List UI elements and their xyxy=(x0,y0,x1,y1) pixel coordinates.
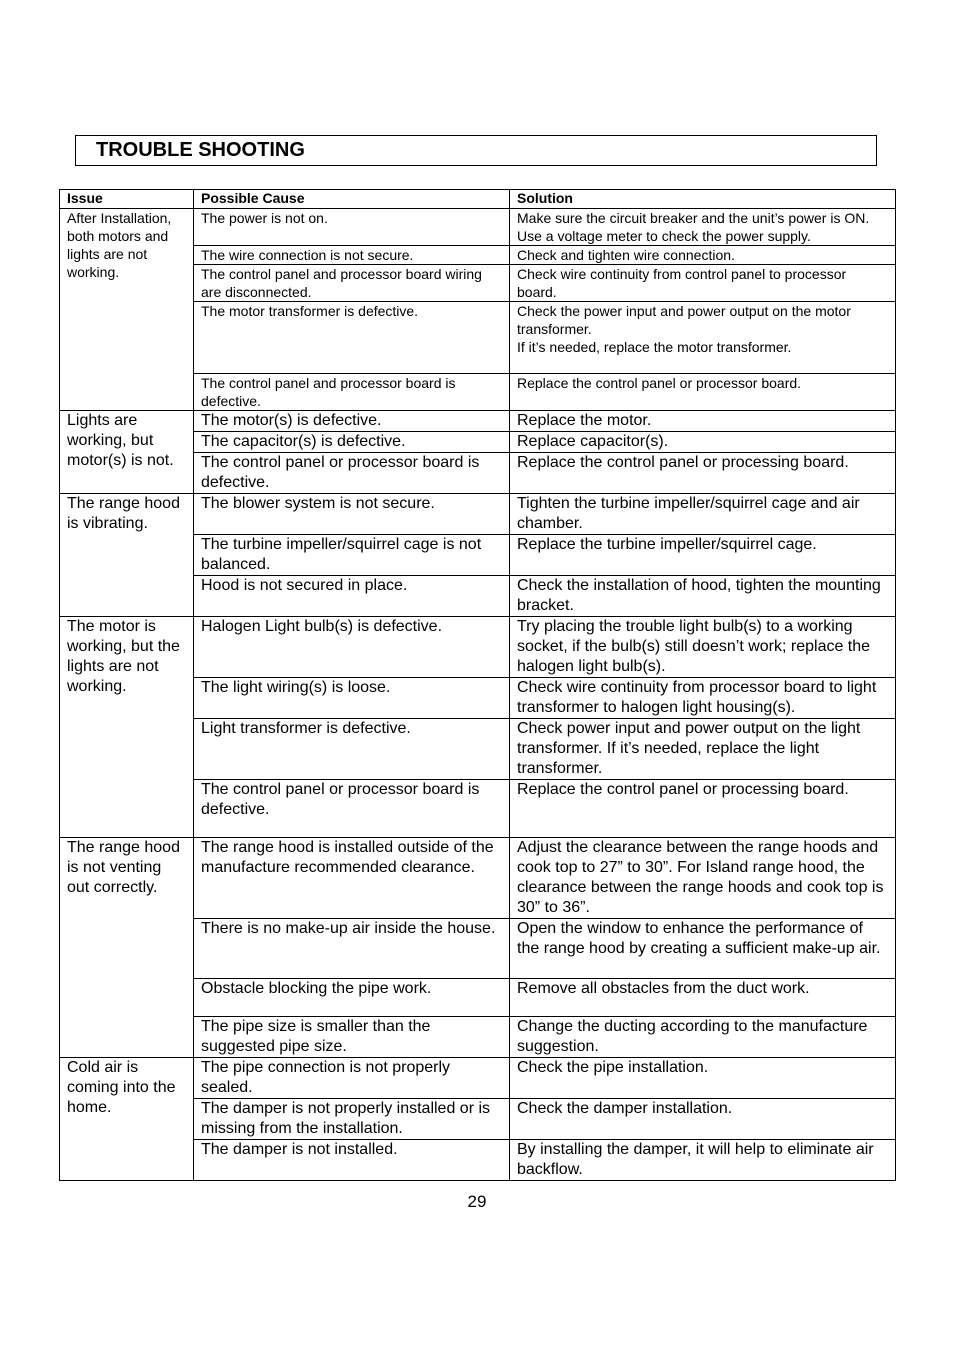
cause-cell: The light wiring(s) is loose. xyxy=(194,678,510,719)
cause-cell: The power is not on. xyxy=(194,209,510,246)
solution-cell: Check wire continuity from processor board to light transformer to halogen light housing(s). xyxy=(510,678,896,719)
solution-cell: Tighten the turbine impeller/squirrel cage and air chamber. xyxy=(510,494,896,535)
cause-cell: The blower system is not secure. xyxy=(194,494,510,535)
cause-cell: The pipe connection is not properly sealed. xyxy=(194,1058,510,1099)
cause-cell: Light transformer is defective. xyxy=(194,719,510,780)
issue-cell: Cold air is coming into the home. xyxy=(60,1058,194,1181)
issue-cell: The motor is working, but the lights are not working. xyxy=(60,617,194,838)
cause-cell: The capacitor(s) is defective. xyxy=(194,432,510,453)
cause-cell: The damper is not installed. xyxy=(194,1140,510,1181)
solution-cell: Check the power input and power output on the motor transformer. If it’s needed, replace the motor transformer. xyxy=(510,302,896,374)
cause-cell: There is no make-up air inside the house. xyxy=(194,919,510,979)
cause-cell: The pipe size is smaller than the suggested pipe size. xyxy=(194,1017,510,1058)
solution-cell: Replace the control panel or processor board. xyxy=(510,374,896,411)
table-row xyxy=(60,1058,896,1099)
solution-cell: Remove all obstacles from the duct work. xyxy=(510,979,896,1017)
table-row xyxy=(60,838,896,919)
header-issue: Issue xyxy=(60,190,194,209)
solution-cell: Replace the control panel or processing board. xyxy=(510,780,896,838)
solution-cell: Check and tighten wire connection. xyxy=(510,246,896,265)
header-solution: Solution xyxy=(510,190,896,209)
cause-cell: The control panel or processor board is defective. xyxy=(194,453,510,494)
page-number: 29 xyxy=(467,1192,487,1211)
cause-cell: Obstacle blocking the pipe work. xyxy=(194,979,510,1017)
solution-cell: By installing the damper, it will help to eliminate air backflow. xyxy=(510,1140,896,1181)
section-title-box xyxy=(75,135,877,166)
cause-cell: Halogen Light bulb(s) is defective. xyxy=(194,617,510,678)
cause-cell: The motor transformer is defective. xyxy=(194,302,510,374)
table-row xyxy=(60,411,896,432)
solution-cell: Make sure the circuit breaker and the unit’s power is ON. Use a voltage meter to check the power supply. xyxy=(510,209,896,246)
table-row xyxy=(60,209,896,246)
issue-cell: The range hood is not venting out correctly. xyxy=(60,838,194,1058)
issue-cell: After Installation, both motors and lights are not working. xyxy=(60,209,194,411)
section-title: TROUBLE SHOOTING xyxy=(96,139,305,161)
solution-cell: Adjust the clearance between the range hoods and cook top to 27” to 30”. For Island range hood, the clearance between the range hoods and cook top is 30” to 36”. xyxy=(510,838,896,919)
cause-cell: Hood is not secured in place. xyxy=(194,576,510,617)
cause-cell: The control panel and processor board is defective. xyxy=(194,374,510,411)
solution-cell: Check the damper installation. xyxy=(510,1099,896,1140)
solution-cell: Check the pipe installation. xyxy=(510,1058,896,1099)
cause-cell: The wire connection is not secure. xyxy=(194,246,510,265)
solution-cell: Replace the turbine impeller/squirrel cage. xyxy=(510,535,896,576)
solution-cell: Change the ducting according to the manufacture suggestion. xyxy=(510,1017,896,1058)
solution-cell: Check power input and power output on the light transformer. If it’s needed, replace the light transformer. xyxy=(510,719,896,780)
table-row xyxy=(60,494,896,535)
cause-cell: The control panel and processor board wiring are disconnected. xyxy=(194,265,510,302)
cause-cell: The turbine impeller/squirrel cage is not balanced. xyxy=(194,535,510,576)
cause-cell: The damper is not properly installed or is missing from the installation. xyxy=(194,1099,510,1140)
solution-cell: Replace capacitor(s). xyxy=(510,432,896,453)
table-body xyxy=(60,209,896,1181)
issue-cell: Lights are working, but motor(s) is not. xyxy=(60,411,194,494)
cause-cell: The motor(s) is defective. xyxy=(194,411,510,432)
cause-cell: The control panel or processor board is defective. xyxy=(194,780,510,838)
solution-cell: Check wire continuity from control panel to processor board. xyxy=(510,265,896,302)
solution-cell: Replace the motor. xyxy=(510,411,896,432)
solution-cell: Try placing the trouble light bulb(s) to a working socket, if the bulb(s) still doesn’t work; replace the halogen light bulb(s). xyxy=(510,617,896,678)
solution-cell: Replace the control panel or processing board. xyxy=(510,453,896,494)
cause-cell: The range hood is installed outside of the manufacture recommended clearance. xyxy=(194,838,510,919)
issue-cell: The range hood is vibrating. xyxy=(60,494,194,617)
solution-cell: Open the window to enhance the performance of the range hood by creating a sufficient make-up air. xyxy=(510,919,896,979)
troubleshooting-table xyxy=(59,189,896,1181)
header-cause: Possible Cause xyxy=(194,190,510,209)
table-header-row xyxy=(60,190,896,209)
solution-cell: Check the installation of hood, tighten the mounting bracket. xyxy=(510,576,896,617)
table-row xyxy=(60,617,896,678)
